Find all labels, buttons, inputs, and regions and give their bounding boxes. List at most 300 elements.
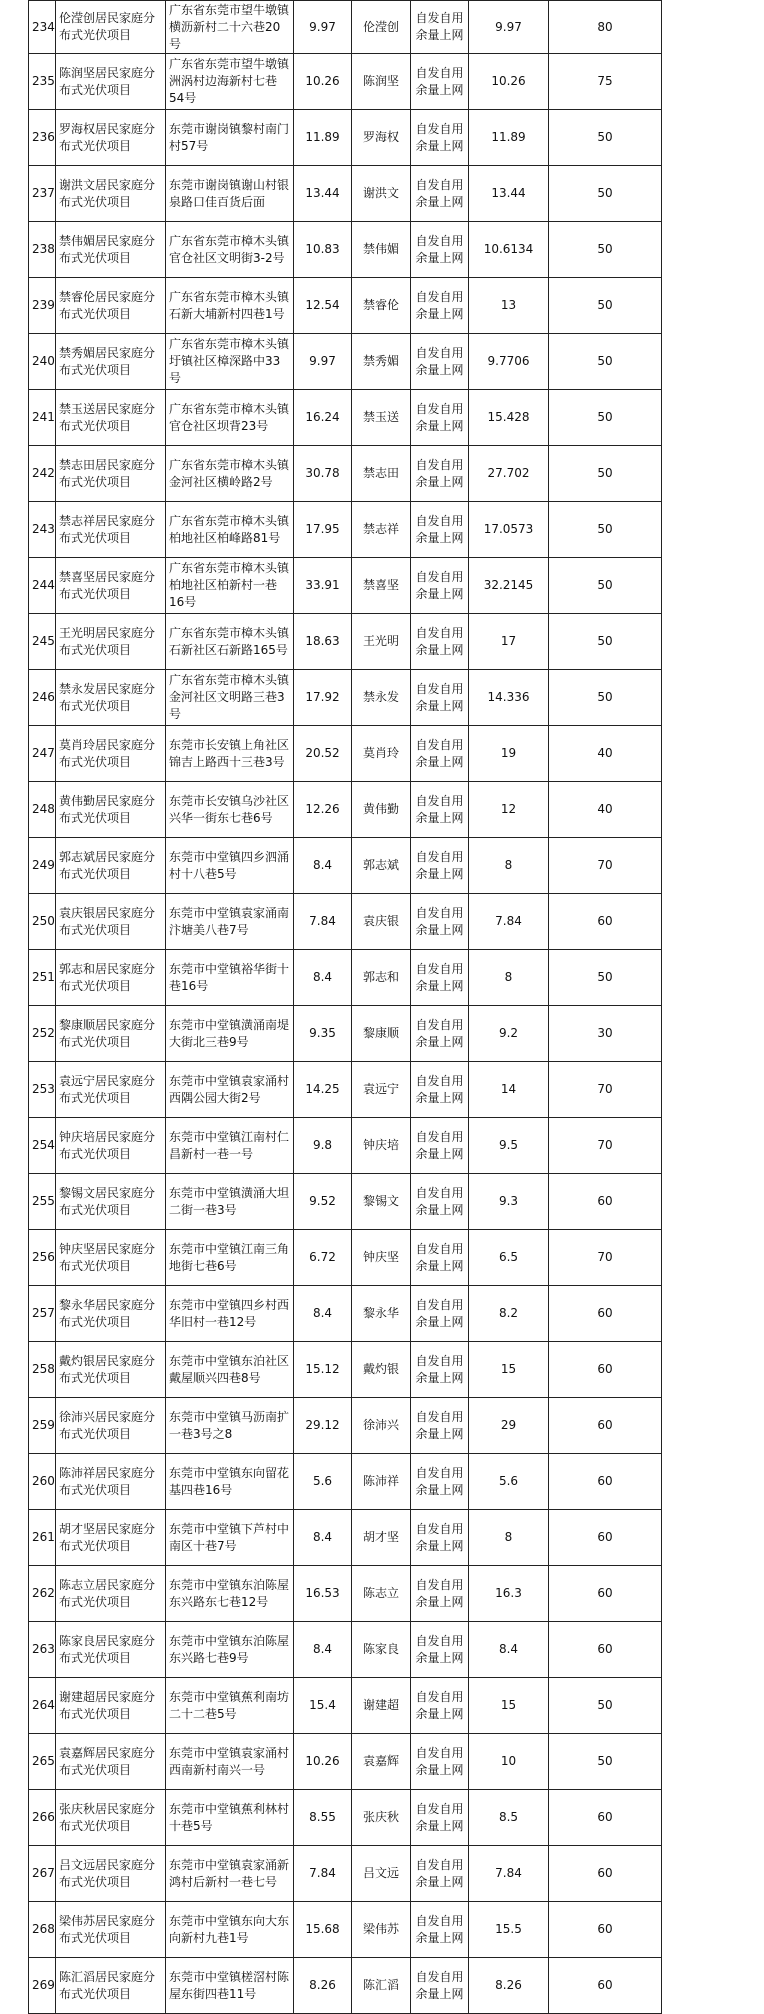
address-cell: 广东省东莞市樟木头镇石新社区石新路165号 [166, 614, 294, 670]
grid-capacity-cell: 16.3 [469, 1566, 549, 1622]
ratio-cell: 50 [549, 446, 662, 502]
table-row [29, 1342, 662, 1398]
grid-capacity-cell: 13 [469, 278, 549, 334]
table-row [29, 54, 662, 110]
ratio-cell: 60 [549, 894, 662, 950]
table-row [29, 670, 662, 726]
owner-name-cell: 袁远宁 [352, 1062, 411, 1118]
grid-capacity-cell: 7.84 [469, 894, 549, 950]
ratio-cell: 50 [549, 334, 662, 390]
project-name-cell: 禁玉送居民家庭分布式光伏项目 [56, 390, 166, 446]
row-number-cell: 245 [29, 614, 56, 670]
grid-capacity-cell: 15.428 [469, 390, 549, 446]
owner-name-cell: 戴灼银 [352, 1342, 411, 1398]
project-name-cell: 郭志斌居民家庭分布式光伏项目 [56, 838, 166, 894]
ratio-cell: 50 [549, 166, 662, 222]
ratio-cell: 60 [549, 1958, 662, 2014]
table-row [29, 110, 662, 166]
grid-mode-cell: 自发自用余量上网 [411, 1734, 469, 1790]
project-name-cell: 胡才坚居民家庭分布式光伏项目 [56, 1510, 166, 1566]
installed-capacity-cell: 9.97 [294, 1, 352, 54]
grid-capacity-cell: 15.5 [469, 1902, 549, 1958]
grid-mode-cell: 自发自用余量上网 [411, 894, 469, 950]
row-number-cell: 251 [29, 950, 56, 1006]
table-row [29, 614, 662, 670]
owner-name-cell: 陈家良 [352, 1622, 411, 1678]
grid-capacity-cell: 17 [469, 614, 549, 670]
owner-name-cell: 黄伟勤 [352, 782, 411, 838]
grid-capacity-cell: 8 [469, 838, 549, 894]
grid-mode-cell: 自发自用余量上网 [411, 614, 469, 670]
installed-capacity-cell: 9.97 [294, 334, 352, 390]
table-row [29, 894, 662, 950]
grid-mode-cell: 自发自用余量上网 [411, 334, 469, 390]
grid-capacity-cell: 7.84 [469, 1846, 549, 1902]
project-name-cell: 罗海权居民家庭分布式光伏项目 [56, 110, 166, 166]
address-cell: 东莞市中堂镇东向大东向新村九巷1号 [166, 1902, 294, 1958]
grid-mode-cell: 自发自用余量上网 [411, 278, 469, 334]
owner-name-cell: 禁伟媚 [352, 222, 411, 278]
ratio-cell: 50 [549, 670, 662, 726]
row-number-cell: 237 [29, 166, 56, 222]
owner-name-cell: 禁喜坚 [352, 558, 411, 614]
grid-mode-cell: 自发自用余量上网 [411, 1622, 469, 1678]
installed-capacity-cell: 14.25 [294, 1062, 352, 1118]
project-name-cell: 禁志田居民家庭分布式光伏项目 [56, 446, 166, 502]
grid-mode-cell: 自发自用余量上网 [411, 782, 469, 838]
grid-capacity-cell: 8 [469, 950, 549, 1006]
grid-capacity-cell: 12 [469, 782, 549, 838]
row-number-cell: 244 [29, 558, 56, 614]
row-number-cell: 260 [29, 1454, 56, 1510]
ratio-cell: 60 [549, 1902, 662, 1958]
grid-capacity-cell: 8.2 [469, 1286, 549, 1342]
owner-name-cell: 陈汇滔 [352, 1958, 411, 2014]
project-name-cell: 禁伟媚居民家庭分布式光伏项目 [56, 222, 166, 278]
owner-name-cell: 钟庆培 [352, 1118, 411, 1174]
owner-name-cell: 禁玉送 [352, 390, 411, 446]
project-name-cell: 戴灼银居民家庭分布式光伏项目 [56, 1342, 166, 1398]
table-row [29, 1454, 662, 1510]
grid-mode-cell: 自发自用余量上网 [411, 222, 469, 278]
grid-mode-cell: 自发自用余量上网 [411, 54, 469, 110]
installed-capacity-cell: 8.4 [294, 1286, 352, 1342]
table-row [29, 1622, 662, 1678]
ratio-cell: 60 [549, 1286, 662, 1342]
row-number-cell: 256 [29, 1230, 56, 1286]
grid-mode-cell: 自发自用余量上网 [411, 1398, 469, 1454]
owner-name-cell: 吕文远 [352, 1846, 411, 1902]
ratio-cell: 50 [549, 1734, 662, 1790]
row-number-cell: 235 [29, 54, 56, 110]
owner-name-cell: 谢洪文 [352, 166, 411, 222]
owner-name-cell: 伦滢创 [352, 1, 411, 54]
address-cell: 东莞市长安镇上角社区锦吉上路西十三巷3号 [166, 726, 294, 782]
installed-capacity-cell: 8.4 [294, 1622, 352, 1678]
row-number-cell: 248 [29, 782, 56, 838]
ratio-cell: 50 [549, 390, 662, 446]
installed-capacity-cell: 16.24 [294, 390, 352, 446]
row-number-cell: 243 [29, 502, 56, 558]
grid-mode-cell: 自发自用余量上网 [411, 950, 469, 1006]
owner-name-cell: 禁睿伦 [352, 278, 411, 334]
grid-capacity-cell: 9.2 [469, 1006, 549, 1062]
owner-name-cell: 张庆秋 [352, 1790, 411, 1846]
owner-name-cell: 郭志斌 [352, 838, 411, 894]
installed-capacity-cell: 8.4 [294, 838, 352, 894]
row-number-cell: 253 [29, 1062, 56, 1118]
grid-capacity-cell: 10.26 [469, 54, 549, 110]
ratio-cell: 40 [549, 782, 662, 838]
project-name-cell: 袁远宁居民家庭分布式光伏项目 [56, 1062, 166, 1118]
table-row [29, 1174, 662, 1230]
installed-capacity-cell: 6.72 [294, 1230, 352, 1286]
ratio-cell: 70 [549, 1062, 662, 1118]
installed-capacity-cell: 5.6 [294, 1454, 352, 1510]
table-row [29, 334, 662, 390]
ratio-cell: 60 [549, 1174, 662, 1230]
table-row [29, 1286, 662, 1342]
table-row [29, 222, 662, 278]
grid-capacity-cell: 9.3 [469, 1174, 549, 1230]
grid-capacity-cell: 10 [469, 1734, 549, 1790]
installed-capacity-cell: 12.26 [294, 782, 352, 838]
address-cell: 广东省东莞市望牛墩镇横沥新村二十六巷20号 [166, 1, 294, 54]
ratio-cell: 75 [549, 54, 662, 110]
ratio-cell: 60 [549, 1454, 662, 1510]
ratio-cell: 50 [549, 502, 662, 558]
installed-capacity-cell: 7.84 [294, 894, 352, 950]
grid-mode-cell: 自发自用余量上网 [411, 1902, 469, 1958]
row-number-cell: 268 [29, 1902, 56, 1958]
owner-name-cell: 徐沛兴 [352, 1398, 411, 1454]
ratio-cell: 30 [549, 1006, 662, 1062]
ratio-cell: 50 [549, 278, 662, 334]
grid-mode-cell: 自发自用余量上网 [411, 1, 469, 54]
row-number-cell: 246 [29, 670, 56, 726]
ratio-cell: 60 [549, 1790, 662, 1846]
row-number-cell: 261 [29, 1510, 56, 1566]
table-row [29, 1958, 662, 2014]
grid-mode-cell: 自发自用余量上网 [411, 1286, 469, 1342]
table-row [29, 502, 662, 558]
owner-name-cell: 黎永华 [352, 1286, 411, 1342]
project-name-cell: 钟庆培居民家庭分布式光伏项目 [56, 1118, 166, 1174]
project-name-cell: 梁伟苏居民家庭分布式光伏项目 [56, 1902, 166, 1958]
row-number-cell: 238 [29, 222, 56, 278]
grid-capacity-cell: 9.97 [469, 1, 549, 54]
installed-capacity-cell: 10.83 [294, 222, 352, 278]
address-cell: 东莞市中堂镇蕉利林村十巷5号 [166, 1790, 294, 1846]
row-number-cell: 236 [29, 110, 56, 166]
project-name-cell: 黎锡文居民家庭分布式光伏项目 [56, 1174, 166, 1230]
owner-name-cell: 谢建超 [352, 1678, 411, 1734]
owner-name-cell: 禁志田 [352, 446, 411, 502]
grid-capacity-cell: 17.0573 [469, 502, 549, 558]
installed-capacity-cell: 11.89 [294, 110, 352, 166]
address-cell: 广东省东莞市樟木头镇官仓社区坝背23号 [166, 390, 294, 446]
installed-capacity-cell: 10.26 [294, 54, 352, 110]
ratio-cell: 40 [549, 726, 662, 782]
table-row [29, 1846, 662, 1902]
installed-capacity-cell: 15.12 [294, 1342, 352, 1398]
grid-capacity-cell: 9.5 [469, 1118, 549, 1174]
ratio-cell: 60 [549, 1398, 662, 1454]
owner-name-cell: 袁庆银 [352, 894, 411, 950]
ratio-cell: 70 [549, 838, 662, 894]
project-name-cell: 陈家良居民家庭分布式光伏项目 [56, 1622, 166, 1678]
installed-capacity-cell: 30.78 [294, 446, 352, 502]
grid-mode-cell: 自发自用余量上网 [411, 558, 469, 614]
table-row [29, 1902, 662, 1958]
address-cell: 东莞市中堂镇四乡村西华旧村一巷12号 [166, 1286, 294, 1342]
table-row [29, 1230, 662, 1286]
row-number-cell: 250 [29, 894, 56, 950]
grid-mode-cell: 自发自用余量上网 [411, 446, 469, 502]
grid-capacity-cell: 19 [469, 726, 549, 782]
grid-mode-cell: 自发自用余量上网 [411, 502, 469, 558]
ratio-cell: 50 [549, 950, 662, 1006]
table-row [29, 390, 662, 446]
table-row [29, 1006, 662, 1062]
installed-capacity-cell: 8.26 [294, 1958, 352, 2014]
ratio-cell: 80 [549, 1, 662, 54]
owner-name-cell: 陈润坚 [352, 54, 411, 110]
owner-name-cell: 罗海权 [352, 110, 411, 166]
address-cell: 广东省东莞市樟木头镇官仓社区文明街3-2号 [166, 222, 294, 278]
project-name-cell: 王光明居民家庭分布式光伏项目 [56, 614, 166, 670]
grid-capacity-cell: 29 [469, 1398, 549, 1454]
address-cell: 东莞市中堂镇袁家涌村西南新村南兴一号 [166, 1734, 294, 1790]
address-cell: 东莞市中堂镇蕉利南坊二十二巷5号 [166, 1678, 294, 1734]
grid-mode-cell: 自发自用余量上网 [411, 1006, 469, 1062]
grid-capacity-cell: 10.6134 [469, 222, 549, 278]
owner-name-cell: 钟庆坚 [352, 1230, 411, 1286]
grid-capacity-cell: 13.44 [469, 166, 549, 222]
address-cell: 东莞市长安镇乌沙社区兴华一街东七巷6号 [166, 782, 294, 838]
address-cell: 广东省东莞市樟木头镇石新大埔新村四巷1号 [166, 278, 294, 334]
project-name-cell: 禁秀媚居民家庭分布式光伏项目 [56, 334, 166, 390]
project-name-cell: 张庆秋居民家庭分布式光伏项目 [56, 1790, 166, 1846]
project-name-cell: 陈润坚居民家庭分布式光伏项目 [56, 54, 166, 110]
owner-name-cell: 陈志立 [352, 1566, 411, 1622]
address-cell: 广东省东莞市樟木头镇柏地社区柏峰路81号 [166, 502, 294, 558]
row-number-cell: 241 [29, 390, 56, 446]
table-row [29, 782, 662, 838]
project-name-cell: 陈汇滔居民家庭分布式光伏项目 [56, 1958, 166, 2014]
owner-name-cell: 禁秀媚 [352, 334, 411, 390]
row-number-cell: 258 [29, 1342, 56, 1398]
grid-mode-cell: 自发自用余量上网 [411, 838, 469, 894]
address-cell: 广东省东莞市樟木头镇金河社区横岭路2号 [166, 446, 294, 502]
owner-name-cell: 梁伟苏 [352, 1902, 411, 1958]
ratio-cell: 50 [549, 558, 662, 614]
ratio-cell: 60 [549, 1566, 662, 1622]
project-name-cell: 钟庆坚居民家庭分布式光伏项目 [56, 1230, 166, 1286]
address-cell: 广东省东莞市望牛墩镇洲涡村边海新村七巷54号 [166, 54, 294, 110]
table-row [29, 950, 662, 1006]
table-row [29, 1678, 662, 1734]
project-name-cell: 郭志和居民家庭分布式光伏项目 [56, 950, 166, 1006]
address-cell: 东莞市中堂镇潢涌大坦二街一巷3号 [166, 1174, 294, 1230]
installed-capacity-cell: 10.26 [294, 1734, 352, 1790]
table-row [29, 1510, 662, 1566]
grid-capacity-cell: 14.336 [469, 670, 549, 726]
project-name-cell: 禁喜坚居民家庭分布式光伏项目 [56, 558, 166, 614]
grid-capacity-cell: 8.5 [469, 1790, 549, 1846]
row-number-cell: 259 [29, 1398, 56, 1454]
table-row [29, 1790, 662, 1846]
project-name-cell: 陈志立居民家庭分布式光伏项目 [56, 1566, 166, 1622]
row-number-cell: 247 [29, 726, 56, 782]
grid-capacity-cell: 32.2145 [469, 558, 549, 614]
project-name-cell: 伦滢创居民家庭分布式光伏项目 [56, 1, 166, 54]
project-name-cell: 谢建超居民家庭分布式光伏项目 [56, 1678, 166, 1734]
address-cell: 东莞市中堂镇东泊陈屋东兴路七巷9号 [166, 1622, 294, 1678]
installed-capacity-cell: 18.63 [294, 614, 352, 670]
installed-capacity-cell: 12.54 [294, 278, 352, 334]
installed-capacity-cell: 8.55 [294, 1790, 352, 1846]
owner-name-cell: 莫肖玲 [352, 726, 411, 782]
owner-name-cell: 黎康顺 [352, 1006, 411, 1062]
address-cell: 广东省东莞市樟木头镇圩镇社区樟深路中33号 [166, 334, 294, 390]
grid-mode-cell: 自发自用余量上网 [411, 1118, 469, 1174]
row-number-cell: 254 [29, 1118, 56, 1174]
grid-mode-cell: 自发自用余量上网 [411, 166, 469, 222]
installed-capacity-cell: 9.52 [294, 1174, 352, 1230]
address-cell: 东莞市中堂镇下芦村中南区十巷7号 [166, 1510, 294, 1566]
row-number-cell: 249 [29, 838, 56, 894]
grid-mode-cell: 自发自用余量上网 [411, 1510, 469, 1566]
address-cell: 东莞市中堂镇袁家涌南汴塘美八巷7号 [166, 894, 294, 950]
row-number-cell: 239 [29, 278, 56, 334]
table-row [29, 446, 662, 502]
owner-name-cell: 禁志祥 [352, 502, 411, 558]
project-name-cell: 陈沛祥居民家庭分布式光伏项目 [56, 1454, 166, 1510]
address-cell: 东莞市中堂镇东泊社区戴屋顺兴四巷8号 [166, 1342, 294, 1398]
project-name-cell: 谢洪文居民家庭分布式光伏项目 [56, 166, 166, 222]
grid-mode-cell: 自发自用余量上网 [411, 1342, 469, 1398]
grid-mode-cell: 自发自用余量上网 [411, 1678, 469, 1734]
installed-capacity-cell: 7.84 [294, 1846, 352, 1902]
ratio-cell: 70 [549, 1118, 662, 1174]
grid-capacity-cell: 15 [469, 1342, 549, 1398]
owner-name-cell: 王光明 [352, 614, 411, 670]
grid-mode-cell: 自发自用余量上网 [411, 1566, 469, 1622]
grid-mode-cell: 自发自用余量上网 [411, 670, 469, 726]
owner-name-cell: 黎锡文 [352, 1174, 411, 1230]
table-row [29, 1734, 662, 1790]
installed-capacity-cell: 15.4 [294, 1678, 352, 1734]
grid-mode-cell: 自发自用余量上网 [411, 390, 469, 446]
ratio-cell: 60 [549, 1846, 662, 1902]
address-cell: 东莞市中堂镇东泊陈屋东兴路东七巷12号 [166, 1566, 294, 1622]
address-cell: 广东省东莞市樟木头镇金河社区文明路三巷3号 [166, 670, 294, 726]
address-cell: 东莞市谢岗镇谢山村银泉路口佳百货后面 [166, 166, 294, 222]
grid-mode-cell: 自发自用余量上网 [411, 726, 469, 782]
table-row [29, 166, 662, 222]
ratio-cell: 60 [549, 1342, 662, 1398]
installed-capacity-cell: 16.53 [294, 1566, 352, 1622]
row-number-cell: 234 [29, 1, 56, 54]
row-number-cell: 257 [29, 1286, 56, 1342]
ratio-cell: 50 [549, 614, 662, 670]
installed-capacity-cell: 33.91 [294, 558, 352, 614]
row-number-cell: 269 [29, 1958, 56, 2014]
project-name-cell: 禁永发居民家庭分布式光伏项目 [56, 670, 166, 726]
table-row [29, 838, 662, 894]
address-cell: 东莞市中堂镇马沥南扩一巷3号之8 [166, 1398, 294, 1454]
ratio-cell: 60 [549, 1510, 662, 1566]
ratio-cell: 50 [549, 110, 662, 166]
ratio-cell: 70 [549, 1230, 662, 1286]
table-body [29, 1, 662, 2014]
table-row [29, 1566, 662, 1622]
grid-capacity-cell: 14 [469, 1062, 549, 1118]
grid-capacity-cell: 11.89 [469, 110, 549, 166]
row-number-cell: 262 [29, 1566, 56, 1622]
address-cell: 东莞市中堂镇东向留花基四巷16号 [166, 1454, 294, 1510]
address-cell: 东莞市中堂镇袁家涌村西隅公园大街2号 [166, 1062, 294, 1118]
ratio-cell: 60 [549, 1622, 662, 1678]
address-cell: 东莞市中堂镇江南村仁昌新村一巷一号 [166, 1118, 294, 1174]
grid-capacity-cell: 6.5 [469, 1230, 549, 1286]
grid-mode-cell: 自发自用余量上网 [411, 1790, 469, 1846]
installed-capacity-cell: 15.68 [294, 1902, 352, 1958]
project-name-cell: 袁嘉辉居民家庭分布式光伏项目 [56, 1734, 166, 1790]
row-number-cell: 252 [29, 1006, 56, 1062]
grid-capacity-cell: 8.4 [469, 1622, 549, 1678]
installed-capacity-cell: 8.4 [294, 1510, 352, 1566]
row-number-cell: 255 [29, 1174, 56, 1230]
installed-capacity-cell: 13.44 [294, 166, 352, 222]
row-number-cell: 264 [29, 1678, 56, 1734]
grid-mode-cell: 自发自用余量上网 [411, 1454, 469, 1510]
project-name-cell: 黎康顺居民家庭分布式光伏项目 [56, 1006, 166, 1062]
table-row [29, 1398, 662, 1454]
row-number-cell: 263 [29, 1622, 56, 1678]
grid-capacity-cell: 8.26 [469, 1958, 549, 2014]
table-row [29, 1062, 662, 1118]
ratio-cell: 50 [549, 1678, 662, 1734]
address-cell: 广东省东莞市樟木头镇柏地社区柏新村一巷16号 [166, 558, 294, 614]
address-cell: 东莞市谢岗镇黎村南门村57号 [166, 110, 294, 166]
grid-capacity-cell: 9.7706 [469, 334, 549, 390]
address-cell: 东莞市中堂镇潢涌南堤大街北三巷9号 [166, 1006, 294, 1062]
row-number-cell: 265 [29, 1734, 56, 1790]
project-name-cell: 吕文远居民家庭分布式光伏项目 [56, 1846, 166, 1902]
grid-capacity-cell: 27.702 [469, 446, 549, 502]
project-name-cell: 徐沛兴居民家庭分布式光伏项目 [56, 1398, 166, 1454]
grid-mode-cell: 自发自用余量上网 [411, 1846, 469, 1902]
address-cell: 东莞市中堂镇江南三角地街七巷6号 [166, 1230, 294, 1286]
grid-capacity-cell: 8 [469, 1510, 549, 1566]
owner-name-cell: 禁永发 [352, 670, 411, 726]
grid-mode-cell: 自发自用余量上网 [411, 1062, 469, 1118]
row-number-cell: 242 [29, 446, 56, 502]
grid-capacity-cell: 15 [469, 1678, 549, 1734]
project-name-cell: 黎永华居民家庭分布式光伏项目 [56, 1286, 166, 1342]
installed-capacity-cell: 8.4 [294, 950, 352, 1006]
row-number-cell: 266 [29, 1790, 56, 1846]
owner-name-cell: 袁嘉辉 [352, 1734, 411, 1790]
owner-name-cell: 陈沛祥 [352, 1454, 411, 1510]
ratio-cell: 50 [549, 222, 662, 278]
installed-capacity-cell: 17.92 [294, 670, 352, 726]
grid-mode-cell: 自发自用余量上网 [411, 1174, 469, 1230]
installed-capacity-cell: 17.95 [294, 502, 352, 558]
project-name-cell: 黄伟勤居民家庭分布式光伏项目 [56, 782, 166, 838]
